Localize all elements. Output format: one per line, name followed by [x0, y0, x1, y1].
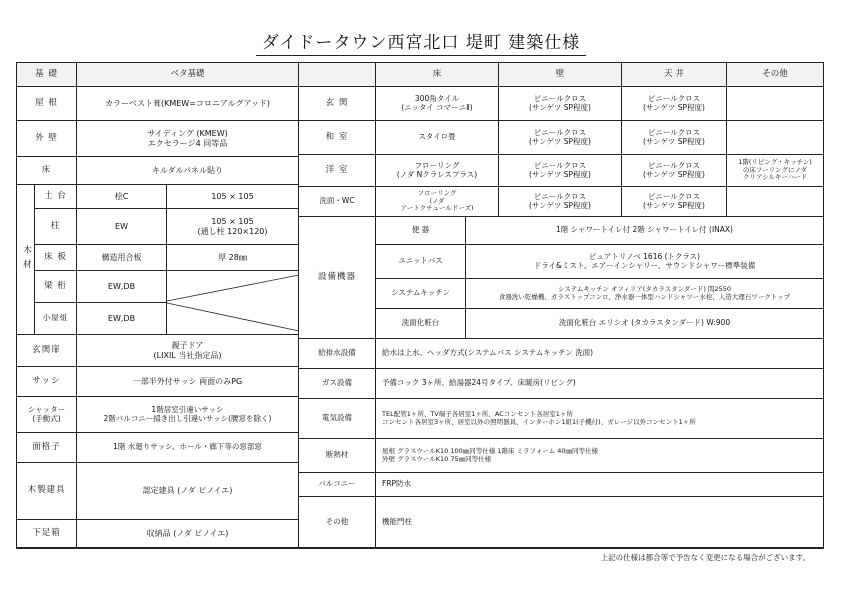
- wood-label-sill: 土 台: [35, 185, 77, 209]
- exterior-wall-label: 外 壁: [17, 121, 77, 157]
- lattice-label: 面格子: [17, 433, 77, 463]
- other-label: その他: [299, 497, 376, 548]
- wood-size-column: 105 × 105 (通し柱 120×120): [167, 209, 299, 245]
- washroom-other: [727, 187, 823, 217]
- gas-label: ガス設備: [299, 369, 376, 399]
- japanese-wall: ビニールクロス (サンゲツ SP程度): [499, 121, 622, 155]
- plumbing-label: 給排水設備: [299, 339, 376, 369]
- wood-label-column: 柱: [35, 209, 77, 245]
- balcony-value: FRP防水: [376, 473, 823, 497]
- equipment-kitchen-name: システムキッチン: [376, 279, 466, 309]
- wood-size-floorboard: 厚 28㎜: [167, 245, 299, 271]
- equipment-vanity-name: 洗面化粧台: [376, 309, 466, 339]
- fittings-value: 認定建具 (ノダ ピノイエ): [77, 463, 299, 520]
- insulation-value: 屋根 グラスウールK10 100㎜同等仕様 1階床 ミラフォーム 40㎜同等仕様 外壁 グラスウールK10 75㎜同等仕様: [376, 439, 823, 473]
- room-japanese: 和 室: [299, 121, 376, 155]
- shutter-value: 1階居室引違いサッシ 2階バルコニー掃き出し引違いサッシ(腰窓を除く): [77, 397, 299, 433]
- gas-value: 予備コック 3ヶ所、給湯器24号タイプ、床暖房(リビング): [376, 369, 823, 399]
- entrance-door-label: 玄関扉: [17, 335, 77, 367]
- washroom-wall: ビニールクロス (サンゲツ SP程度): [499, 187, 622, 217]
- western-floor: フローリング (ノダ Nクラレスプラス): [376, 155, 499, 187]
- wood-material-beam: EW,DB: [77, 271, 167, 303]
- entrance-ceiling: ビニールクロス (サンゲツ SP程度): [622, 87, 727, 121]
- footnote: 上記の仕様は都合等で予告なく変更になる場合がございます。: [600, 553, 810, 562]
- wood-material-column: EW: [77, 209, 167, 245]
- finish-header-wall: 壁: [499, 63, 622, 87]
- entrance-other: [727, 87, 823, 121]
- wood-material-floorboard: 構造用合板: [77, 245, 167, 271]
- room-western: 洋 室: [299, 155, 376, 187]
- roof-value: カラーベスト葺(KMEW=コロニアルグアッド): [77, 87, 299, 121]
- equipment-toilet-name: 便 器: [376, 217, 466, 245]
- electrical-value: TEL配管1ヶ所、TV端子各居室1ヶ所、ACコンセント各居室1ヶ所 コンセント各居室3ヶ所、居室以外の照明器具、インターホン1組1(子機付)、ガレージ以外コンセント1ヶ所: [376, 399, 823, 439]
- wood-group-label: 木材: [17, 185, 35, 335]
- finish-header-floor: 床: [376, 63, 499, 87]
- shutter-label: シャッター (手動式): [17, 397, 77, 433]
- western-wall: ビニールクロス (サンゲツ SP程度): [499, 155, 622, 187]
- japanese-other: [727, 121, 823, 155]
- page-title: ダイドータウン西宮北口 堤町 建築仕様: [0, 28, 842, 53]
- foundation-label: 基 礎: [17, 63, 77, 87]
- western-ceiling: ビニールクロス (サンゲツ SP程度): [622, 155, 727, 187]
- equipment-label: 設備機器: [299, 217, 376, 339]
- entrance-door-value: 親子ドア (LIXIL 当社指定品): [77, 335, 299, 367]
- finish-header-other: その他: [727, 63, 823, 87]
- floor-structure-value: キルダルパネル貼り: [77, 157, 299, 185]
- washroom-ceiling: ビニールクロス (サンゲツ SP程度): [622, 187, 727, 217]
- other-value: 機能門柱: [376, 497, 823, 548]
- sash-value: 一部半外付サッシ 両面のみPG: [77, 367, 299, 397]
- wood-label-beam: 梁 桁: [35, 271, 77, 303]
- fittings-label: 木製建具: [17, 463, 77, 520]
- sash-label: サッシ: [17, 367, 77, 397]
- equipment-bath-value: ピュアトリノベ 1616 (トクラス) ドライ&ミスト、エアーインシャリー、サウンドシャワー標準装備: [466, 245, 823, 279]
- wood-label-roof-frame: 小屋組: [35, 303, 77, 335]
- wood-size-sill: 105 × 105: [167, 185, 299, 209]
- shoe-box-value: 収納品 (ノダ ピノイエ): [77, 520, 299, 548]
- lattice-value: 1階 水廻りサッシ、ホール・廊下等の窓部窓: [77, 433, 299, 463]
- entrance-wall: ビニールクロス (サンゲツ SP程度): [499, 87, 622, 121]
- exterior-wall-value: サイディング (KMEW) エクセラージ4 同等品: [77, 121, 299, 157]
- washroom-floor: フローリング (ノダ アートクチュールドーズ): [376, 187, 499, 217]
- equipment-vanity-value: 洗面化粧台 エリシオ (タカラスタンダード) W:900: [466, 309, 823, 339]
- wood-material-sill: 桧C: [77, 185, 167, 209]
- japanese-ceiling: ビニールクロス (サンゲツ SP程度): [622, 121, 727, 155]
- finish-corner: [299, 63, 376, 87]
- equipment-bath-name: ユニットバス: [376, 245, 466, 279]
- insulation-label: 断熱材: [299, 439, 376, 473]
- other-note: 1階(リビング・キッチン) の床フーリングにノダ クリアシルキーハード: [727, 155, 823, 187]
- wood-size-beam-roof: [167, 271, 299, 335]
- electrical-label: 電気設備: [299, 399, 376, 439]
- spec-sheet: [16, 62, 824, 549]
- plumbing-value: 給水は上水、ヘッダ方式(システムバス システムキッチン 洗面): [376, 339, 823, 369]
- wood-label-floorboard: 床 板: [35, 245, 77, 271]
- equipment-kitchen-value: システムキッチン オフィリア(タカラスタンダード) 間2550 食器洗い乾燥機、ガラストップコンロ、浄水器一体型ハンドシャワー水栓、人造大理石ワークトップ: [466, 279, 823, 309]
- room-entrance: 玄 関: [299, 87, 376, 121]
- entrance-floor: 300角タイル (ニッタイ コマーニⅡ): [376, 87, 499, 121]
- shoe-box-label: 下足箱: [17, 520, 77, 548]
- roof-label: 屋 根: [17, 87, 77, 121]
- balcony-label: バルコニー: [299, 473, 376, 497]
- japanese-floor: スタイロ畳: [376, 121, 499, 155]
- wood-material-roof-frame: EW,DB: [77, 303, 167, 335]
- room-washroom: 洗面・WC: [299, 187, 376, 217]
- finish-header-ceiling: 天 井: [622, 63, 727, 87]
- equipment-toilet-value: 1階 シャワートイレ付 2階 シャワートイレ付 (INAX): [466, 217, 823, 245]
- floor-structure-label: 床: [17, 157, 77, 185]
- foundation-value: ベタ基礎: [77, 63, 299, 87]
